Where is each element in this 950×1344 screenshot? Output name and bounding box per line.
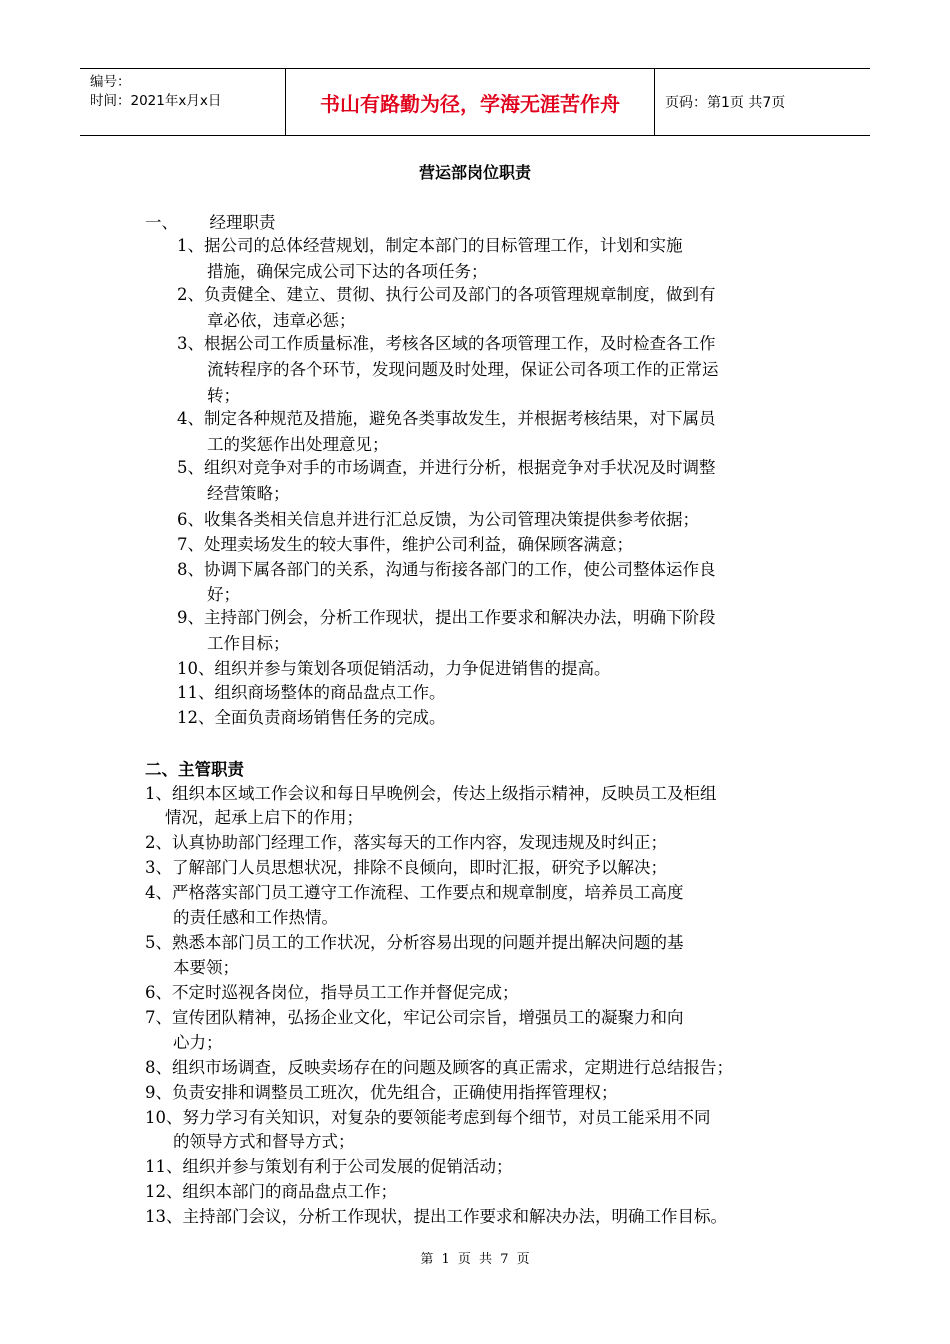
manager-duty-line: 12、全面负责商场销售任务的完成。 [177,708,446,727]
manager-duty-line: 工作目标； [207,634,290,653]
supervisor-duty-line: 情况，起承上启下的作用； [165,808,363,827]
supervisor-duty-line: 3、了解部门人员思想状况，排除不良倾向，即时汇报，研究予以解决； [145,858,667,877]
manager-duty-line: 3、根据公司工作质量标准，考核各区域的各项管理工作，及时检查各工作 [177,334,716,353]
header-motto: 书山有路勤为径，学海无涯苦作舟 [285,69,655,135]
supervisor-duty-line: 13、主持部门会议，分析工作现状，提出工作要求和解决办法，明确工作目标。 [145,1207,727,1226]
manager-duty-line: 11、组织商场整体的商品盘点工作。 [177,683,446,702]
manager-duty-line: 转； [207,386,240,405]
manager-duty-line: 4、制定各种规范及措施，避免各类事故发生，并根据考核结果，对下属员 [177,409,716,428]
supervisor-duty-line: 10、努力学习有关知识，对复杂的要领能考虑到每个细节，对员工能采用不同 [145,1108,711,1127]
date-label: 时间：2021年x月x日 [90,93,222,109]
manager-duty-line: 2、负责健全、建立、贯彻、执行公司及部门的各项管理规章制度，做到有 [177,285,716,304]
page-footer: 第 1 页 共 7 页 [420,1252,530,1267]
number-label: 编号： [90,74,131,90]
supervisor-duty-line: 9、负责安排和调整员工班次，优先组合，正确使用指挥管理权； [145,1083,618,1102]
supervisor-duty-line: 11、组织并参与策划有利于公司发展的促销活动； [145,1157,513,1176]
manager-duty-line: 10、组织并参与策划各项促销活动，力争促进销售的提高。 [177,659,611,678]
manager-duty-line: 章必依，违章必惩； [207,311,356,330]
header-page-info: 页码：第1页 共7页 [665,95,786,111]
supervisor-duty-line: 5、熟悉本部门员工的工作状况，分析容易出现的问题并提出解决问题的基 [145,933,684,952]
supervisor-duty-line: 7、宣传团队精神，弘扬企业文化，牢记公司宗旨，增强员工的凝聚力和向 [145,1008,684,1027]
manager-duty-line: 好； [207,585,240,604]
supervisor-duty-line: 本要领； [173,958,239,977]
section1-heading: 一、 经理职责 [145,213,276,232]
supervisor-duty-line: 6、不定时巡视各岗位，指导员工工作并督促完成； [145,983,519,1002]
supervisor-duty-line: 12、组织本部门的商品盘点工作； [145,1182,397,1201]
document-header [80,68,870,136]
supervisor-duty-line: 心力； [173,1033,223,1052]
supervisor-duty-line: 1、组织本区域工作会议和每日早晚例会，传达上级指示精神，反映员工及柜组 [145,784,717,803]
manager-duty-line: 措施，确保完成公司下达的各项任务； [207,262,488,281]
supervisor-duty-line: 4、严格落实部门员工遵守工作流程、工作要点和规章制度，培养员工高度 [145,883,684,902]
supervisor-duty-line: 8、组织市场调查，反映卖场存在的问题及顾客的真正需求，定期进行总结报告； [145,1058,733,1077]
manager-duty-line: 9、主持部门例会，分析工作现状，提出工作要求和解决办法，明确下阶段 [177,608,716,627]
manager-duty-line: 7、处理卖场发生的较大事件，维护公司利益，确保顾客满意； [177,535,633,554]
manager-duty-line: 6、收集各类相关信息并进行汇总反馈，为公司管理决策提供参考依据； [177,510,699,529]
supervisor-duty-line: 的领导方式和督导方式； [173,1132,355,1151]
manager-duty-line: 流转程序的各个环节，发现问题及时处理，保证公司各项工作的正常运 [207,360,719,379]
supervisor-duty-line: 2、认真协助部门经理工作，落实每天的工作内容，发现违规及时纠正； [145,833,667,852]
supervisor-duty-line: 的责任感和工作热情。 [173,908,338,927]
section2-heading: 二、主管职责 [145,760,244,779]
manager-duty-line: 1、据公司的总体经营规划，制定本部门的目标管理工作，计划和实施 [177,236,683,255]
manager-duty-line: 8、协调下属各部门的关系，沟通与衔接各部门的工作，使公司整体运作良 [177,560,716,579]
manager-duty-line: 5、组织对竞争对手的市场调查，并进行分析，根据竞争对手状况及时调整 [177,458,716,477]
manager-duty-line: 经营策略； [207,484,290,503]
document-title: 营运部岗位职责 [418,163,531,182]
header-meta [80,69,285,135]
manager-duty-line: 工的奖惩作出处理意见； [207,435,389,454]
